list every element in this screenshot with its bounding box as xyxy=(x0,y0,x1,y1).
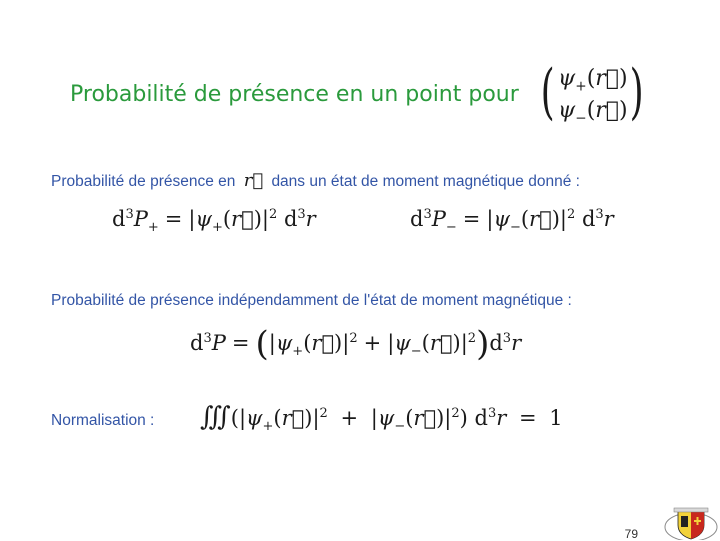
university-crest-logo xyxy=(664,507,718,540)
slide-title: Probabilité de présence en un point pour xyxy=(70,82,519,107)
equation-d3p-minus: $d^3P_-$ = $|\psi_-(r⃗)|^2$ $d^3r$ xyxy=(410,207,614,236)
right-paren: ) xyxy=(629,57,644,127)
page-number: 79 xyxy=(624,527,638,541)
spinor-column-vector xyxy=(536,57,648,134)
vector-r: r⃗ xyxy=(243,170,264,191)
equation-d3p-plus: $d^3P_+$ = $|\psi_+(r⃗)|^2$ $d^3r$ xyxy=(112,207,316,236)
section1-label-after: dans un état de moment magnétique donné : xyxy=(271,173,580,190)
spinor-psi-minus: $\psi_-(r⃗)$ xyxy=(558,98,628,127)
equation-d3p-total: $d^3P$ = ($|\psi_+(r⃗)|^2$ + $|\psi_-(r⃗)|^2)d^3r$ xyxy=(190,324,522,364)
equation-normalisation: $∭(|\psi_+(r⃗)|^2$ + $|\psi_-(r⃗)|^2$) $d^3r = 1$ xyxy=(200,402,563,435)
spinor-psi-plus: $\psi_+(r⃗)$ xyxy=(558,66,628,95)
section1-label xyxy=(51,170,580,191)
normalisation-label: Normalisation : xyxy=(51,412,155,429)
section1-label-before: Probabilité de présence en xyxy=(51,173,236,190)
section2-label: Probabilité de présence indépendamment de l'état de moment magnétique : xyxy=(51,292,572,309)
left-paren: ( xyxy=(540,57,555,127)
